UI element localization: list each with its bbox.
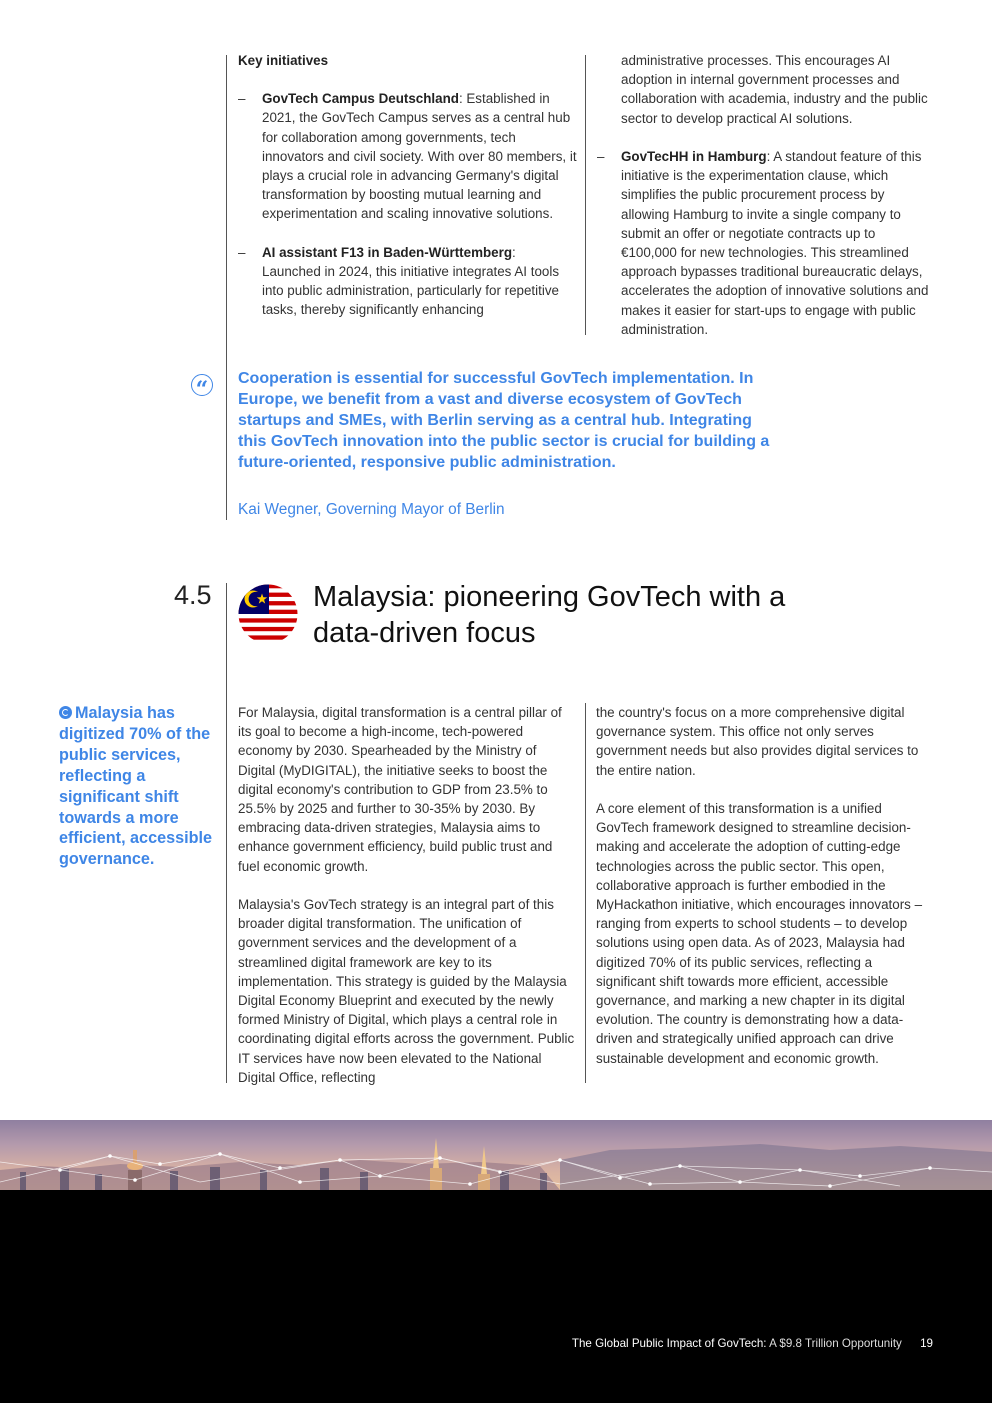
stat-icon [59, 706, 72, 719]
quote-text: Cooperation is essential for successful GovTech implementation. In Europe, we benefit from a vast and diverse ecosystem of GovTech startups and SMEs, with Berlin serving as a central hub. Integrating this GovTech innovation into the public sector is crucial for building a future-oriented, responsive public administration. [238, 370, 770, 471]
section-number: 4.5 [174, 580, 212, 610]
key-initiatives-column-1 [238, 51, 578, 339]
quote-icon: “ [191, 374, 213, 396]
list-dash: – [597, 149, 605, 164]
footer-report-subtitle: A $9.8 Trillion Opportunity [769, 1337, 902, 1350]
key-initiatives-heading: Key initiatives [238, 53, 329, 68]
initiative-name: GovTech Campus Deutschland [262, 91, 459, 107]
column-rule-left-top [226, 55, 227, 520]
pull-quote-text: Malaysia has digitized 70% of the public services, reflecting a significant shift towards a more efficient, accessible governance. [59, 704, 212, 869]
key-initiatives-column-2 [597, 51, 933, 358]
initiative-continuation: administrative processes. This encourages AI adoption in internal government processes and collaboration with academia, industry and the public sector to develop practical AI solutions. [621, 53, 928, 126]
paragraph: A core element of this transformation is a unified GovTech framework designed to streamline decision-making and accelerate the adoption of cutting-edge technologies across the public sector. This open, collaborative approach is further embodied in the MyHackathon initiative, which encourages innovators – ranging from experts to school students – to develop solutions using open data. As of 2023, Malaysia had digitized 70% of its public services, reflecting a significant shift towards more efficient, accessible governance, and marking a new chapter in its digital evolution. The country is demonstrating how a data-driven and strategically unified approach can drive sustainable development and economic growth. [596, 801, 923, 1066]
initiative-name: GovTecHH in Hamburg [621, 149, 767, 164]
pull-quote [59, 703, 219, 870]
page-footer [0, 1190, 992, 1403]
initiative-name: AI assistant F13 in Baden-Württemberg [262, 244, 513, 260]
initiative-item [597, 147, 933, 339]
list-dash: – [238, 244, 246, 260]
initiative-item [238, 89, 578, 223]
footer-report-title: The Global Public Impact of GovTech: [571, 1337, 767, 1350]
kuala-lumpur-skyline-image [0, 1120, 992, 1190]
paragraph: the country's focus on a more comprehensive digital governance system. This office not only serves government needs but also provides digital services to the entire nation. [596, 705, 919, 778]
page-number: 19 [920, 1337, 933, 1350]
initiative-text: : Launched in 2024, this initiative integrates AI tools into public administration, particularly for repetitive tasks, thereby significantly enhancing [262, 244, 560, 318]
initiative-text: : A standout feature of this initiative is the experimentation clause, which simplifies the public procurement process by allowing Hamburg to invite a single company to submit an offer or negotiate contracts up to €100,000 for new technologies. This streamlined approach bypasses traditional bureaucratic delays, accelerates the adoption of innovative solutions and makes it easier for start-ups to engage with public administration. [621, 149, 929, 337]
section-body-column-1 [238, 703, 576, 1106]
initiative-item [238, 243, 578, 320]
column-rule-left-bottom [226, 583, 227, 1083]
paragraph: Malaysia's GovTech strategy is an integral part of this broader digital transformation. The unification of government services and the development of a streamlined digital framework are key to its implementation. This strategy is guided by the Malaysia Digital Economy Blueprint and executed by the newly formed Ministry of Digital, which plays a central role in coordinating digital efforts across the government. Public IT services have now been elevated to the National Digital Office, reflecting [238, 897, 575, 1085]
list-dash: – [238, 91, 246, 107]
skyline-network-graphic [0, 1120, 992, 1190]
quote-attribution: Kai Wegner, Governing Mayor of Berlin [238, 501, 505, 518]
column-rule-middle-top [585, 55, 586, 335]
section-title: Malaysia: pioneering GovTech with a data-driven focus [313, 581, 786, 649]
initiative-text: : Established in 2021, the GovTech Campus serves as a central hub for collaboration among governments, tech innovators and civil society. With over 80 members, it plays a crucial role in advancing Germany's digital transformation by boosting mutual learning and experimentation and scaling innovative solutions. [262, 91, 577, 222]
column-rule-middle-bottom [585, 703, 586, 1083]
malaysia-flag-icon [238, 584, 298, 644]
footer-text [572, 1337, 933, 1350]
section-body-column-2 [596, 703, 934, 1087]
paragraph: For Malaysia, digital transformation is a central pillar of its goal to become a high-income, tech-powered economy by 2030. Spearheaded by the Ministry of Digital (MyDIGITAL), the initiative seeks to boost the digital economy's contribution to GDP from 23.5% to 25.5% by 2025 and further to 30-35% by 2030. By embracing data-driven strategies, Malaysia aims to enhance government efficiency, build public trust and fuel economic growth. [238, 705, 562, 874]
